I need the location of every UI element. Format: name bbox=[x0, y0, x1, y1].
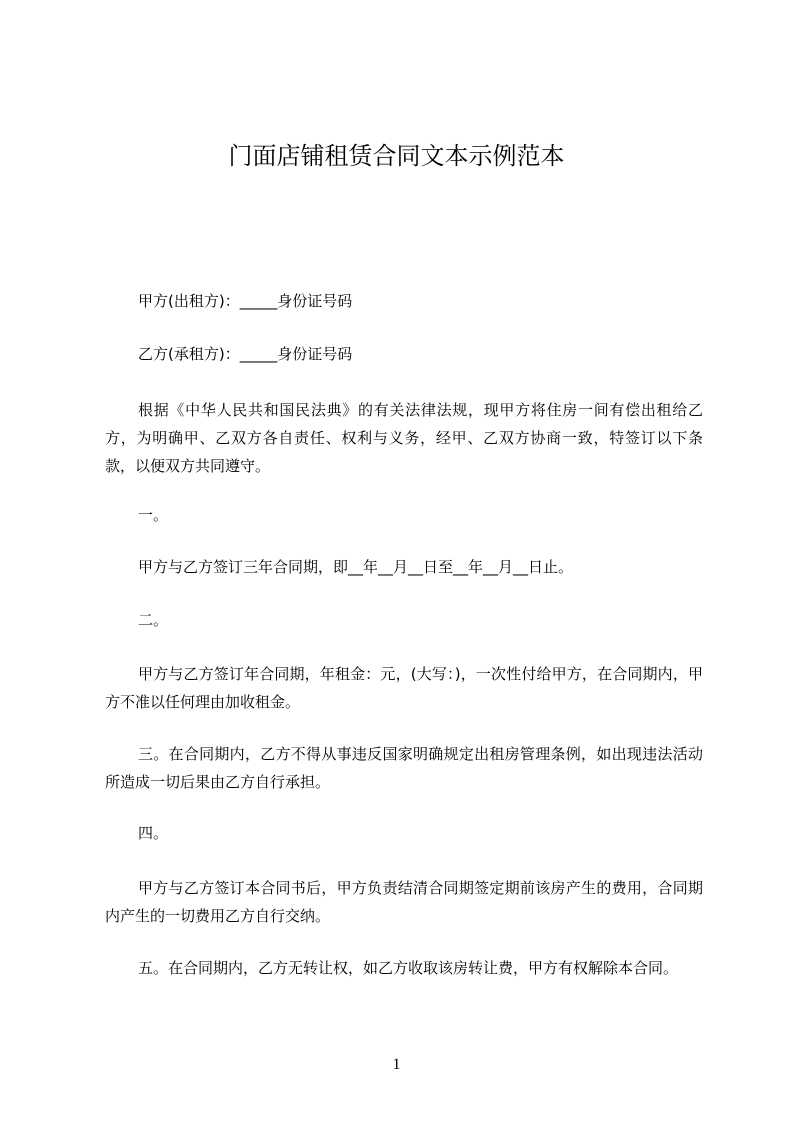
section-2-text: 甲方与乙方签订年合同期，年租金：元，(大写：)，一次性付给甲方，在合同期内，甲方不准以任何理由加收租金。 bbox=[105, 665, 703, 711]
section-4-heading: 四。 bbox=[138, 824, 169, 842]
section-3-text: 三。在合同期内，乙方不得从事违反国家明确规定出租房管理条例，如出现违法活动所造成一切后果由乙方自行承担。 bbox=[105, 745, 703, 791]
preamble-paragraph: 根据《中华人民共和国民法典》的有关法律法规，现甲方将住房一间有偿出租给乙方，为明确甲、乙双方各自责任、权利与义务，经甲、乙双方协商一致，特签订以下条款，以便双方共同遵守。 bbox=[105, 401, 703, 475]
section-1-heading: 一。 bbox=[138, 506, 169, 524]
page-number: 1 bbox=[392, 1056, 401, 1073]
party-a-line: 甲方(出租方)：_____身份证号码 bbox=[138, 292, 353, 310]
party-b-line: 乙方(承租方)：_____身份证号码 bbox=[138, 345, 353, 363]
document-title: 门面店铺租赁合同文本示例范本 bbox=[228, 142, 565, 170]
section-4-text: 甲方与乙方签订本合同书后，甲方负责结清合同期签定期前该房产生的费用，合同期内产生的一切费用乙方自行交纳。 bbox=[105, 879, 703, 925]
section-1-text: 甲方与乙方签订三年合同期，即__年__月__日至__年__月__日止。 bbox=[138, 558, 574, 576]
section-2-heading: 二。 bbox=[138, 611, 169, 629]
section-5-text: 五。在合同期内，乙方无转让权，如乙方收取该房转让费，甲方有权解除本合同。 bbox=[138, 959, 679, 977]
